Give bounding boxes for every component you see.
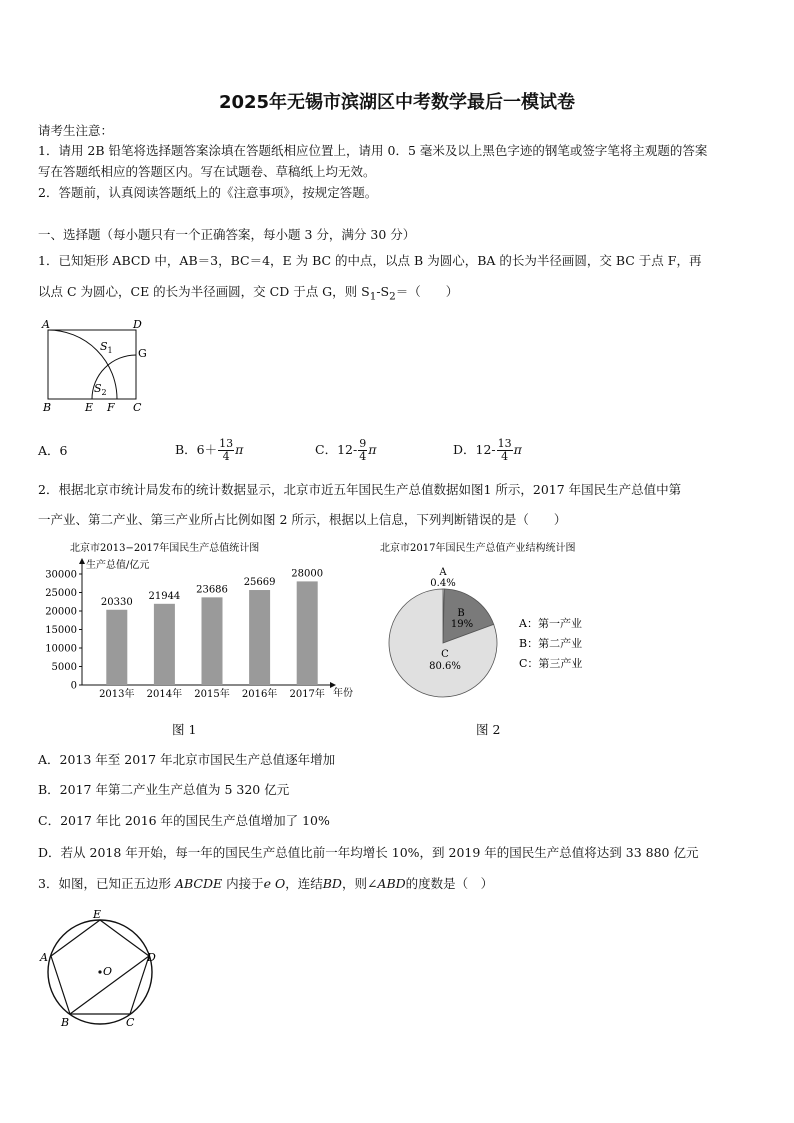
label-o: O bbox=[103, 965, 113, 978]
label-b: B bbox=[61, 1016, 70, 1029]
label-c: C bbox=[133, 401, 142, 414]
y-tick-label: 15000 bbox=[45, 625, 77, 636]
page-title: 2025年无锡市滨湖区中考数学最后一模试卷 bbox=[218, 92, 576, 113]
pie-pct-a: 0.4% bbox=[430, 578, 456, 589]
x-tick-label: 2013年 bbox=[99, 689, 135, 700]
x-tick-label: 2015年 bbox=[194, 689, 230, 700]
notice-heading: 请考生注意： bbox=[38, 123, 114, 138]
x-tick-label: 2017年 bbox=[289, 689, 325, 700]
bar-value-label: 21944 bbox=[148, 590, 181, 602]
q3-pentagon-name: ABCDE bbox=[174, 876, 223, 891]
label-s1-sub: 1 bbox=[107, 346, 113, 355]
q1-option-d-numerator: 13 bbox=[497, 437, 512, 450]
q1-option-c-numerator: 9 bbox=[359, 437, 367, 450]
q1-option-c bbox=[315, 432, 376, 468]
q2-option-c: C．2017 年比 2016 年的国民生产总值增加了 10% bbox=[38, 813, 330, 828]
label-s2-letter: S bbox=[94, 382, 102, 395]
q1-option-b-pi: π bbox=[235, 442, 244, 457]
label-d: D bbox=[133, 318, 142, 331]
y-tick-label: 0 bbox=[70, 680, 77, 692]
label-e: E bbox=[85, 401, 94, 414]
label-f: F bbox=[107, 401, 115, 414]
q1-sub-2: 2 bbox=[389, 290, 396, 303]
q1-option-d bbox=[453, 432, 522, 468]
q1-option-b-fraction bbox=[218, 438, 234, 463]
q1-option-c-denominator: 4 bbox=[359, 450, 367, 463]
bar-chart-xlabel: 年份 bbox=[333, 688, 353, 699]
q1-option-c-pi: π bbox=[368, 442, 377, 457]
x-tick-label: 2014年 bbox=[146, 689, 183, 700]
y-tick-label: 10000 bbox=[45, 643, 77, 655]
notice-item-1-line-1: 1．请用 2B 铅笔将选择题答案涂填在答题纸相应位置上，请用 0．5 毫米及以上黑色字迹的钢笔或签字笔将主观题的答案 bbox=[38, 143, 708, 158]
pie-pct-c: 80.6% bbox=[429, 661, 461, 672]
bar-chart-title: 北京市2013−2017年国民生产总值统计图 bbox=[70, 543, 260, 554]
q1-option-d-fraction bbox=[497, 438, 513, 463]
center-o-point bbox=[98, 970, 101, 973]
y-tick-label: 20000 bbox=[45, 606, 77, 618]
pie-legend-item: C：第三产业 bbox=[519, 657, 583, 670]
pie-label-a: A bbox=[439, 567, 447, 578]
q1-line-2-mid: -S bbox=[376, 284, 390, 299]
bar bbox=[249, 590, 270, 685]
q2-line-2: 一产业、第二产业、第三产业所占比例如图 2 所示，根据以上信息，下列判断错误的是（ ） bbox=[38, 512, 567, 527]
q1-line-1: 1．已知矩形 ABCD 中，AB＝3，BC＝4，E 为 BC 的中点，以点 B 为圆心，BA 的长为半径画圆，交 BC 于点 F，再 bbox=[38, 253, 702, 268]
q1-option-b bbox=[175, 432, 243, 468]
q1-option-a: A．6 bbox=[38, 443, 68, 458]
q1-option-d-denominator: 4 bbox=[501, 450, 509, 463]
label-s2 bbox=[94, 382, 107, 397]
label-b: B bbox=[43, 401, 52, 414]
bar-value-label: 25669 bbox=[243, 577, 276, 589]
pie-chart-title: 北京市2017年国民生产总值产业结构统计图 bbox=[380, 543, 576, 554]
q3-angle: ∠ABD bbox=[366, 876, 406, 891]
bar-chart bbox=[38, 538, 368, 708]
q3-mid-1: 内接于 bbox=[222, 876, 264, 891]
q1-line-2-prefix: 以点 C 为圆心，CE 的长为半径画圆，交 CD 于点 G，则 S bbox=[38, 284, 370, 299]
q1-option-b-denominator: 4 bbox=[222, 450, 230, 463]
bar bbox=[202, 597, 223, 685]
y-tick-label: 25000 bbox=[45, 588, 77, 599]
y-tick-label: 30000 bbox=[45, 569, 77, 581]
label-a: A bbox=[42, 318, 50, 331]
label-s2-sub: 2 bbox=[101, 388, 107, 397]
q1-option-b-prefix: B．6＋ bbox=[175, 442, 218, 457]
q3-circle-name: e O bbox=[263, 876, 286, 891]
q1-option-c-fraction bbox=[358, 438, 367, 463]
pie-chart bbox=[378, 538, 628, 708]
notice-item-1-line-2: 写在答题纸相应的答题区内。写在试题卷、草稿纸上均无效。 bbox=[38, 164, 376, 179]
q3-mid-3: ，则 bbox=[341, 876, 367, 891]
label-a: A bbox=[40, 951, 48, 964]
bar bbox=[106, 610, 127, 685]
q1-rectangle-figure bbox=[38, 318, 168, 418]
figure-2-caption: 图 2 bbox=[476, 722, 501, 737]
figure-1-caption: 图 1 bbox=[172, 722, 197, 737]
rectangle-abcd bbox=[48, 330, 136, 399]
section-heading: 一、选择题（每小题只有一个正确答案，每小题 3 分，满分 30 分） bbox=[38, 227, 416, 242]
q2-line-1: 2．根据北京市统计局发布的统计数据显示，北京市近五年国民生产总值数据如图1 所示，2017 年国民生产总值中第 bbox=[38, 482, 682, 497]
q3-pentagon-figure bbox=[36, 908, 166, 1033]
q3-suffix: 的度数是（ ） bbox=[405, 876, 494, 891]
bar bbox=[297, 581, 318, 685]
pie-legend-item: A：第一产业 bbox=[519, 617, 582, 630]
label-s1 bbox=[100, 340, 113, 355]
bar-value-label: 28000 bbox=[291, 568, 324, 580]
label-s1-letter: S bbox=[100, 340, 108, 353]
pie-legend-item: B：第二产业 bbox=[519, 637, 583, 650]
bar-value-label: 23686 bbox=[196, 584, 228, 596]
label-g: G bbox=[138, 347, 147, 360]
q3-mid-2: ，连结 bbox=[285, 876, 323, 891]
label-e: E bbox=[93, 908, 102, 921]
label-d: D bbox=[147, 951, 156, 964]
q3-prefix: 3．如图，已知正五边形 bbox=[38, 876, 175, 891]
q2-option-b: B．2017 年第二产业生产总值为 5 320 亿元 bbox=[38, 782, 290, 797]
q3-segment-bd: BD bbox=[322, 876, 342, 891]
pie-pct-b: 19% bbox=[450, 619, 474, 630]
bar-chart-ylabel: 生产总值/亿元 bbox=[86, 560, 150, 571]
q1-option-d-pi: π bbox=[513, 442, 522, 457]
q3-line bbox=[38, 874, 493, 892]
notice-item-2: 2．答题前，认真阅读答题纸上的《注意事项》，按规定答题。 bbox=[38, 185, 378, 200]
bar-value-label: 20330 bbox=[100, 596, 133, 608]
q1-option-c-prefix: C．12- bbox=[315, 442, 358, 457]
q1-sub-1: 1 bbox=[369, 290, 377, 303]
x-tick-label: 2016年 bbox=[241, 689, 278, 700]
q2-option-a: A．2013 年至 2017 年北京市国民生产总值逐年增加 bbox=[38, 752, 336, 767]
q1-line-2 bbox=[38, 282, 458, 303]
bar bbox=[154, 604, 175, 685]
q1-line-2-suffix: ＝（ ） bbox=[395, 284, 459, 299]
pie-label-c: C bbox=[441, 649, 449, 660]
q1-option-b-numerator: 13 bbox=[219, 437, 234, 450]
pie-label-b: B bbox=[457, 608, 465, 619]
q2-option-d: D．若从 2018 年开始，每一年的国民生产总值比前一年均增长 10%，到 2019 年的国民生产总值将达到 33 880 亿元 bbox=[38, 845, 699, 860]
y-axis-arrow bbox=[79, 558, 85, 564]
q1-option-d-prefix: D．12- bbox=[453, 442, 496, 457]
label-c: C bbox=[126, 1016, 135, 1029]
y-tick-label: 5000 bbox=[51, 662, 77, 673]
